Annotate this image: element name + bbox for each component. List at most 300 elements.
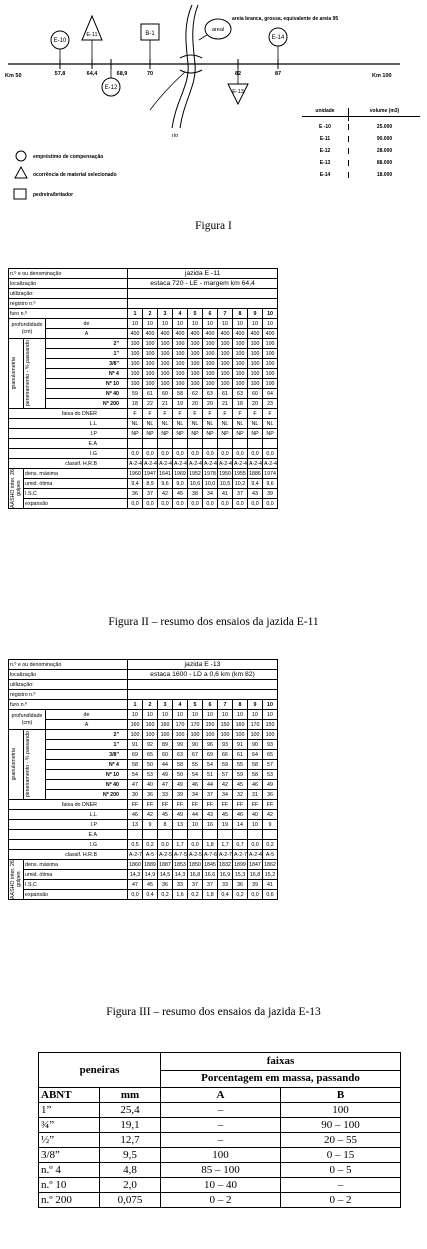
exp-label: expansão xyxy=(24,890,128,900)
sieve-passing-value: 64 xyxy=(248,750,263,760)
sieve-passing-value: 53 xyxy=(143,770,158,780)
sieve-passing-value: 100 xyxy=(263,730,278,740)
volume-value: 88.000 xyxy=(376,160,393,166)
ea-value xyxy=(263,830,278,840)
depth-from-value: 10 xyxy=(203,319,218,329)
faixa-b-value: 0 – 2 xyxy=(281,1193,401,1208)
legend-circle-icon xyxy=(16,151,26,161)
sieve-passing-value: 34 xyxy=(188,790,203,800)
faixa-value: FF xyxy=(233,800,248,810)
sieve-passing-value: 53 xyxy=(263,770,278,780)
depth-to-value: 150 xyxy=(203,720,218,730)
exp-value: 0,0 xyxy=(188,499,203,509)
sieve-passing-value: 45 xyxy=(233,780,248,790)
legend-triangle-icon xyxy=(15,167,27,178)
sieve-passing-value: 100 xyxy=(128,730,143,740)
sieve-passing-value: 21 xyxy=(158,399,173,409)
sieve-passing-value: 22 xyxy=(143,399,158,409)
depth-from-value: 10 xyxy=(263,710,278,720)
umid-value: 14,3 xyxy=(128,870,143,880)
umid-value: 14,5 xyxy=(158,870,173,880)
abnt-value: ¾” xyxy=(39,1118,100,1133)
sieve-passing-value: 100 xyxy=(203,730,218,740)
sieve-passing-value: 93 xyxy=(263,740,278,750)
e12-label: E-12 xyxy=(104,85,118,91)
sieve-spec-row xyxy=(39,1178,401,1193)
depth-to-value: 160 xyxy=(158,720,173,730)
ip-value: 9 xyxy=(263,820,278,830)
sieve-passing-value: 58 xyxy=(248,770,263,780)
faixa-b-value: 100 xyxy=(281,1103,401,1118)
sieve-passing-value: 36 xyxy=(143,790,158,800)
sieve-passing-value: 33 xyxy=(158,790,173,800)
registro-label: registro n.º xyxy=(9,299,128,309)
ip-value: NP xyxy=(158,429,173,439)
sieve-passing-value: 89 xyxy=(158,740,173,750)
e10-label: E-10 xyxy=(53,38,67,44)
sieve-passing-value: 49 xyxy=(158,770,173,780)
umid-value: 15,2 xyxy=(263,870,278,880)
hrb-value: A-2-5 xyxy=(159,851,172,858)
volume-col-volume: volume (m3) xyxy=(348,108,420,116)
umid-value: 10,6 xyxy=(188,479,203,489)
ea-value xyxy=(143,830,158,840)
depth-from-value: 10 xyxy=(173,319,188,329)
sieve-passing-value: 18 xyxy=(233,399,248,409)
isc-value: 33 xyxy=(173,880,188,890)
faixa-a-value: 10 – 40 xyxy=(161,1178,281,1193)
isc-value: 33 xyxy=(218,880,233,890)
mm-header: mm xyxy=(100,1088,161,1103)
sieve-passing-value: 100 xyxy=(233,339,248,349)
sieve-passing-value: 100 xyxy=(188,349,203,359)
mm-value: 19,1 xyxy=(100,1118,161,1133)
ip-value: NP xyxy=(173,429,188,439)
sieve-label: 1" xyxy=(46,349,128,359)
furo-number: 8 xyxy=(233,700,248,710)
sieve-passing-value: 100 xyxy=(173,349,188,359)
river-line xyxy=(172,5,192,128)
exp-value: 0,0 xyxy=(248,890,263,900)
ip-value: 13 xyxy=(173,820,188,830)
umid-value: 9,0 xyxy=(173,479,188,489)
ip-value: 10 xyxy=(188,820,203,830)
sieve-passing-value: 100 xyxy=(173,369,188,379)
volume-unit: E-11 xyxy=(302,136,349,142)
faixa-a-value: 100 xyxy=(161,1148,281,1163)
depth-from-value: 10 xyxy=(203,710,218,720)
isc-value: 37 xyxy=(188,880,203,890)
dens-value: 1889 xyxy=(144,861,156,868)
sieve-passing-value: 100 xyxy=(248,339,263,349)
umid-label: umid. ótima xyxy=(24,479,128,489)
faixa-value: FF xyxy=(218,800,233,810)
ig-value: 0,0 xyxy=(143,449,158,459)
ll-value: NL xyxy=(218,419,233,429)
jazida-name: jazida E -13 xyxy=(128,660,278,670)
sieve-passing-value: 62 xyxy=(188,389,203,399)
depth-to-value: 400 xyxy=(143,329,158,339)
faixa-value: FF xyxy=(203,800,218,810)
ip-value: 19 xyxy=(218,820,233,830)
ll-value: NL xyxy=(188,419,203,429)
sieve-passing-value: 65 xyxy=(143,750,158,760)
ea-value xyxy=(158,830,173,840)
depth-from-value: 10 xyxy=(158,319,173,329)
name-label: n.º e ou denominação xyxy=(9,269,128,279)
e13-label: E-13 xyxy=(232,89,244,95)
sieve-spec-row xyxy=(39,1163,401,1178)
sieve-passing-value: 90 xyxy=(248,740,263,750)
sieve-passing-value: 57 xyxy=(263,760,278,770)
abnt-header: ABNT xyxy=(39,1088,100,1103)
sieve-passing-value: 100 xyxy=(158,339,173,349)
km-start: Km 50 xyxy=(5,73,22,79)
a-label: A xyxy=(46,329,128,339)
de-label: de xyxy=(46,319,128,329)
faixa-value: F xyxy=(263,409,278,419)
umid-value: 10,0 xyxy=(203,479,218,489)
jazida-name: jazida E -11 xyxy=(128,269,278,279)
km-mark: 82 xyxy=(234,71,242,77)
abnt-value: n.º 4 xyxy=(39,1163,100,1178)
porcentagem-header: Porcentagem em massa, passando xyxy=(161,1070,401,1088)
isc-value: 45 xyxy=(173,489,188,499)
sieve-passing-value: 100 xyxy=(188,359,203,369)
sieve-passing-value: 31 xyxy=(248,790,263,800)
sieve-passing-value: 32 xyxy=(233,790,248,800)
exp-value: 1,8 xyxy=(203,890,218,900)
sieve-spec-row xyxy=(39,1118,401,1133)
exp-value: 0,0 xyxy=(143,499,158,509)
de-label: de xyxy=(46,710,128,720)
hrb-value: A-2-4 xyxy=(189,460,202,467)
dens-value: 1832 xyxy=(219,861,231,868)
ea-value xyxy=(188,830,203,840)
furo-number: 3 xyxy=(158,700,173,710)
sieve-passing-value: 100 xyxy=(203,369,218,379)
depth-to-value: 400 xyxy=(203,329,218,339)
sieve-passing-value: 100 xyxy=(233,379,248,389)
legend-square-icon xyxy=(14,189,26,199)
sieve-passing-value: 100 xyxy=(173,339,188,349)
sieve-label: Nº 200 xyxy=(46,399,128,409)
sieve-passing-value: 23 xyxy=(263,399,278,409)
faixa-value: FF xyxy=(248,800,263,810)
furo-number: 6 xyxy=(203,700,218,710)
ig-value: 0,0 xyxy=(263,449,278,459)
isc-value: 47 xyxy=(128,880,143,890)
ea-value xyxy=(128,439,143,449)
faixa-value: F xyxy=(143,409,158,419)
sieve-passing-value: 58 xyxy=(248,760,263,770)
hrb-value: A-2-4 xyxy=(159,460,172,467)
sieve-passing-value: 93 xyxy=(218,740,233,750)
sieve-label: Nº 200 xyxy=(46,790,128,800)
furo-number: 9 xyxy=(248,309,263,319)
sieve-label: 3/8" xyxy=(46,750,128,760)
furo-number: 1 xyxy=(128,309,143,319)
umid-value: 16,9 xyxy=(218,870,233,880)
exp-value: 0,2 xyxy=(188,890,203,900)
sieve-spec-row xyxy=(39,1193,401,1208)
sieve-passing-value: 90 xyxy=(188,740,203,750)
faixa-b-value: 90 – 100 xyxy=(281,1118,401,1133)
ll-label: L.L xyxy=(9,810,128,820)
ea-value xyxy=(263,439,278,449)
sieve-passing-value: 65 xyxy=(263,750,278,760)
depth-to-value: 400 xyxy=(158,329,173,339)
dens-value: 1641 xyxy=(159,470,171,477)
sieve-passing-value: 47 xyxy=(128,780,143,790)
sieve-label: Nº 4 xyxy=(46,369,128,379)
legend-square-label: pedreira/britador xyxy=(33,192,74,198)
sieve-passing-value: 18 xyxy=(128,399,143,409)
dens-value: 1886 xyxy=(249,470,261,477)
ig-value: 0,0 xyxy=(188,449,203,459)
ip-value: NP xyxy=(203,429,218,439)
furo-number: 3 xyxy=(158,309,173,319)
sieve-passing-value: 58 xyxy=(128,760,143,770)
river-label: rio xyxy=(172,133,179,139)
sieve-passing-value: 34 xyxy=(218,790,233,800)
exp-value: 0,0 xyxy=(128,499,143,509)
sieve-passing-value: 55 xyxy=(188,760,203,770)
faixa-a-value: – xyxy=(161,1133,281,1148)
depth-from-value: 10 xyxy=(263,319,278,329)
faixa-b-value: 20 – 55 xyxy=(281,1133,401,1148)
faixa-value: FF xyxy=(173,800,188,810)
isc-value: 37 xyxy=(203,880,218,890)
ip-value: 9 xyxy=(143,820,158,830)
umid-value: 9,6 xyxy=(263,479,278,489)
furo-number: 9 xyxy=(248,700,263,710)
ip-value: NP xyxy=(218,429,233,439)
ig-value: 1,7 xyxy=(218,840,233,850)
furo-number: 2 xyxy=(143,309,158,319)
ll-value: 43 xyxy=(203,810,218,820)
exp-value: 0,0 xyxy=(158,499,173,509)
sieve-passing-value: 63 xyxy=(173,750,188,760)
umid-value: 9,4 xyxy=(248,479,263,489)
isc-value: 34 xyxy=(203,489,218,499)
ea-value xyxy=(233,830,248,840)
sieve-passing-value: 64 xyxy=(263,389,278,399)
sieve-spec-table xyxy=(38,1052,401,1208)
aashto-label: AASHO inter. 26 golpes xyxy=(10,860,22,899)
profundidade-label: profundidade (cm) xyxy=(9,710,46,730)
sieve-passing-value: 40 xyxy=(143,780,158,790)
depth-from-value: 10 xyxy=(173,710,188,720)
sieve-passing-value: 57 xyxy=(218,770,233,780)
sieve-passing-value: 100 xyxy=(218,349,233,359)
depth-from-value: 10 xyxy=(218,710,233,720)
ll-value: 45 xyxy=(158,810,173,820)
dens-value: 1978 xyxy=(204,470,216,477)
ea-value xyxy=(248,439,263,449)
umid-value: 16,6 xyxy=(203,870,218,880)
sieve-passing-value: 100 xyxy=(143,349,158,359)
ll-value: NL xyxy=(263,419,278,429)
ig-value: 0,0 xyxy=(233,449,248,459)
sieve-passing-value: 100 xyxy=(218,339,233,349)
faixa-label: faixa do DNER xyxy=(9,409,128,419)
dens-label: dens. máxima xyxy=(24,469,128,479)
peneiras-header: peneiras xyxy=(39,1053,161,1088)
sieve-passing-value: 47 xyxy=(158,780,173,790)
depth-to-value: 170 xyxy=(248,720,263,730)
mm-value: 9,5 xyxy=(100,1148,161,1163)
depth-from-value: 10 xyxy=(158,710,173,720)
sieve-label: Nº 10 xyxy=(46,770,128,780)
sieve-passing-value: 100 xyxy=(233,369,248,379)
hrb-value: A-2-4 xyxy=(234,460,247,467)
ip-value: NP xyxy=(188,429,203,439)
ip-label: I.P xyxy=(9,429,128,439)
ip-value: 8 xyxy=(158,820,173,830)
isc-value: 42 xyxy=(158,489,173,499)
sieve-passing-value: 61 xyxy=(233,750,248,760)
exp-value: 0,0 xyxy=(233,499,248,509)
ea-value xyxy=(143,439,158,449)
umid-value: 16,8 xyxy=(248,870,263,880)
ig-value: 0,0 xyxy=(173,449,188,459)
sieve-passing-value: 60 xyxy=(158,750,173,760)
depth-to-value: 400 xyxy=(263,329,278,339)
furo-number: 7 xyxy=(218,309,233,319)
hrb-value: A-2-4 xyxy=(264,460,277,467)
sieve-passing-value: 58 xyxy=(173,760,188,770)
exp-value: 0,0 xyxy=(248,499,263,509)
faixa-value: FF xyxy=(128,800,143,810)
sieve-passing-value: 44 xyxy=(203,780,218,790)
hrb-value: A-7-5 xyxy=(174,851,187,858)
sieve-passing-value: 63 xyxy=(233,389,248,399)
ll-value: 46 xyxy=(233,810,248,820)
sieve-label: 3/8" xyxy=(46,359,128,369)
sieve-passing-value: 100 xyxy=(203,379,218,389)
sieve-passing-value: 100 xyxy=(188,379,203,389)
ll-value: 45 xyxy=(218,810,233,820)
depth-to-value: 400 xyxy=(128,329,143,339)
figure3-caption: Figura III – resumo dos ensaios da jazida E-13 xyxy=(106,1006,321,1018)
granulometria-label: granulometria xyxy=(9,339,24,409)
faixa-a-value: – xyxy=(161,1118,281,1133)
sieve-label: Nº 40 xyxy=(46,389,128,399)
ll-value: NL xyxy=(158,419,173,429)
ll-value: 46 xyxy=(128,810,143,820)
exp-value: 0,0 xyxy=(263,499,278,509)
sieve-passing-value: 100 xyxy=(248,359,263,369)
sieve-passing-value: 91 xyxy=(233,740,248,750)
umid-value: 10,5 xyxy=(218,479,233,489)
sieve-passing-value: 44 xyxy=(158,760,173,770)
sieve-passing-value: 100 xyxy=(203,339,218,349)
hrb-value: A-2-4 xyxy=(249,460,262,467)
sieve-passing-value: 54 xyxy=(188,770,203,780)
dens-value: 1969 xyxy=(174,470,186,477)
sieve-passing-value: 100 xyxy=(218,379,233,389)
sieve-passing-value: 100 xyxy=(158,349,173,359)
depth-from-value: 10 xyxy=(248,710,263,720)
exp-value: 0,0 xyxy=(173,499,188,509)
ll-label: L.L xyxy=(9,419,128,429)
sieve-passing-value: 100 xyxy=(263,379,278,389)
sieve-passing-value: 100 xyxy=(158,359,173,369)
dens-label: dens. máxima xyxy=(24,860,128,870)
umid-value: 8,9 xyxy=(143,479,158,489)
dens-value: 1847 xyxy=(249,861,261,868)
isc-value: 39 xyxy=(263,489,278,499)
furo-number: 8 xyxy=(233,309,248,319)
furo-number: 10 xyxy=(263,309,278,319)
isc-value: 38 xyxy=(188,489,203,499)
sieve-passing-value: 100 xyxy=(263,369,278,379)
ig-value: 1,7 xyxy=(173,840,188,850)
name-label: n.º e ou denominação xyxy=(9,660,128,670)
sieve-passing-value: 100 xyxy=(188,730,203,740)
isc-value: 41 xyxy=(263,880,278,890)
ig-value: 0,0 xyxy=(128,449,143,459)
volume-value: 90.000 xyxy=(376,136,393,142)
sieve-passing-value: 49 xyxy=(263,780,278,790)
exp-value: 0,4 xyxy=(218,890,233,900)
depth-from-value: 10 xyxy=(248,319,263,329)
figure3-summary-table xyxy=(8,659,278,900)
volume-col-unit: unidade xyxy=(315,108,335,114)
faixa-value: FF xyxy=(158,800,173,810)
sieve-passing-value: 30 xyxy=(128,790,143,800)
profundidade-label: profundidade (cm) xyxy=(9,319,46,339)
depth-from-value: 10 xyxy=(188,319,203,329)
furo-label: furo n.º xyxy=(9,700,128,710)
sieve-passing-value: 100 xyxy=(158,379,173,389)
isc-value: 45 xyxy=(143,880,158,890)
figure2-caption: Figura II – resumo dos ensaios da jazida E-11 xyxy=(108,616,319,628)
umid-value: 15,3 xyxy=(233,870,248,880)
mm-value: 4,8 xyxy=(100,1163,161,1178)
sieve-passing-value: 100 xyxy=(128,369,143,379)
sieve-passing-value: 59 xyxy=(218,760,233,770)
sieve-passing-value: 59 xyxy=(233,770,248,780)
faixa-value: F xyxy=(188,409,203,419)
mm-value: 2,0 xyxy=(100,1178,161,1193)
e14-label: E-14 xyxy=(271,35,285,41)
dens-value: 1862 xyxy=(264,861,276,868)
ig-value: 0,5 xyxy=(128,840,143,850)
sieve-passing-value: 100 xyxy=(233,349,248,359)
umid-value: 9,4 xyxy=(128,479,143,489)
umid-value: 16,8 xyxy=(188,870,203,880)
ip-value: NP xyxy=(248,429,263,439)
dens-value: 1860 xyxy=(129,861,141,868)
km-end: Km 100 xyxy=(372,73,392,79)
sieve-passing-value: 100 xyxy=(173,730,188,740)
isc-value: 43 xyxy=(248,489,263,499)
furo-number: 5 xyxy=(188,700,203,710)
hrb-value: A-5 xyxy=(143,850,158,860)
ig-value: 0,0 xyxy=(248,840,263,850)
river-branch xyxy=(150,72,185,110)
faixa-b-value: – xyxy=(281,1178,401,1193)
ip-value: NP xyxy=(263,429,278,439)
hrb-value: A-2-4 xyxy=(174,460,187,467)
sieve-passing-value: 100 xyxy=(143,379,158,389)
exp-value: 0,0 xyxy=(203,499,218,509)
depth-to-value: 160 xyxy=(143,720,158,730)
sieve-passing-value: 100 xyxy=(263,349,278,359)
sieve-passing-value: 100 xyxy=(128,379,143,389)
